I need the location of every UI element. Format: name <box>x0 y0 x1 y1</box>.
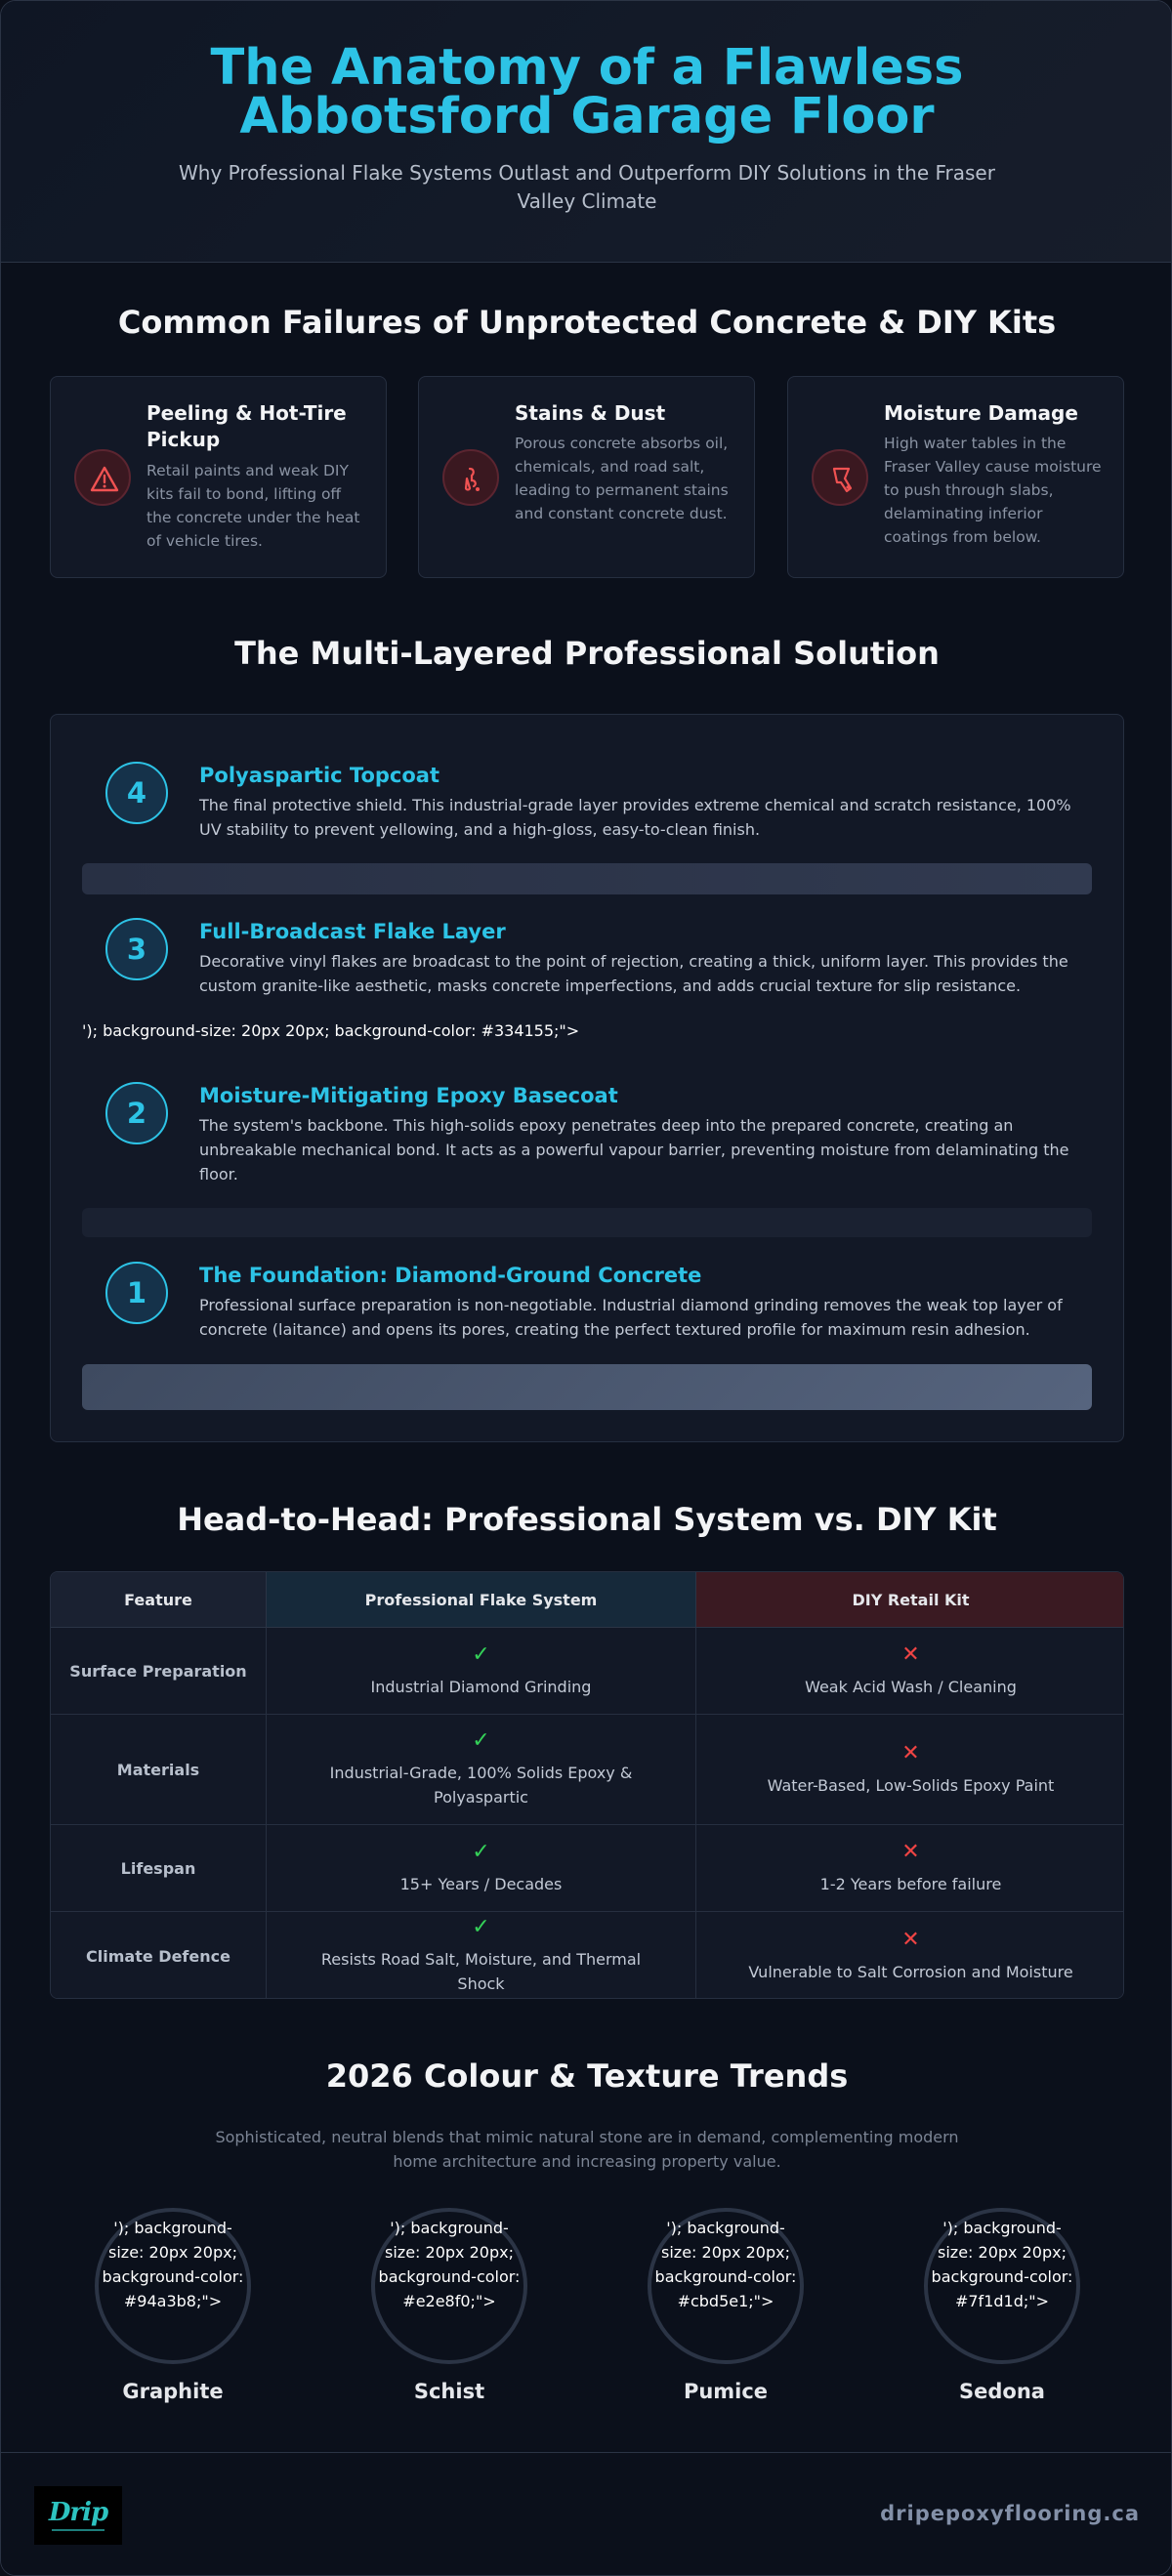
failure-title: Peeling & Hot-Tire Pickup <box>146 401 347 451</box>
layer-text: Professional surface preparation is non-negotiable. Industrial diamond grinding removes the weak top layer of concrete (laitance) and opens its pores, creating the perfect textured profile for maximum resin adhesion. <box>199 1296 1063 1339</box>
hero-header <box>1 1 1172 263</box>
professional-cell: ✓ 15+ Years / Decades <box>267 1825 696 1911</box>
diy-cell: ✕ 1-2 Years before failure <box>819 1839 1002 1893</box>
layer-text: The system's backbone. This high-solids epoxy penetrates deep into the prepared concrete, creating an unbreakable mechanical bond. It acts as a powerful vapour barrier, preventing moisture from delaminating the floor. <box>199 1116 1069 1184</box>
layers-heading: The Multi-Layered Professional Solution <box>234 635 940 672</box>
brand-logo: Drip <box>34 2486 122 2545</box>
concrete-layer-band <box>82 1364 1092 1410</box>
diy-cell: ✕ Vulnerable to Salt Corrosion and Moisture <box>748 1927 1073 1981</box>
check-icon: ✓ <box>472 1839 490 1864</box>
check-icon: ✓ <box>472 1915 490 1939</box>
failures-heading: Common Failures of Unprotected Concrete & DIY Kits <box>117 304 1057 341</box>
layer-title: Polyaspartic Topcoat <box>199 764 440 787</box>
column-header-professional: Professional Flake System <box>267 1572 696 1628</box>
swatch-sedona <box>924 2208 1080 2364</box>
basecoat-layer-band <box>82 1208 1092 1237</box>
spill-icon <box>442 449 499 506</box>
failure-title: Moisture Damage <box>884 401 1078 425</box>
table-row <box>51 1628 1124 1715</box>
failure-text: Retail paints and weak DIY kits fail to bond, lifting off the concrete under the heat of vehicle tires. <box>146 462 360 550</box>
row-feature: Climate Defence <box>51 1912 267 1999</box>
row-feature: Surface Preparation <box>51 1628 267 1714</box>
topcoat-layer-band <box>82 863 1092 894</box>
check-icon: ✓ <box>472 1728 490 1753</box>
swatch-graphite <box>95 2208 251 2364</box>
layer-number: 4 <box>105 762 168 824</box>
layer-stack <box>50 714 1124 1442</box>
swatch-text: '); background-size: 20px 20px; background-color: #94a3b8;"> <box>102 2219 244 2310</box>
table-row <box>51 1715 1124 1825</box>
failure-text: High water tables in the Fraser Valley cause moisture to push through slabs, delaminating inferior coatings from below. <box>884 435 1102 546</box>
layer-title: The Foundation: Diamond-Ground Concrete <box>199 1264 702 1287</box>
warning-triangle-icon <box>74 449 131 506</box>
comparison-heading: Head-to-Head: Professional System vs. DIY Kit <box>177 1501 997 1538</box>
trends-subtitle: Sophisticated, neutral blends that mimic natural stone are in demand, complementing modern home architecture and increasing property value. <box>215 2128 959 2171</box>
cross-icon: ✕ <box>901 1740 920 1766</box>
swatch-schist <box>371 2208 527 2364</box>
layer-title: Full-Broadcast Flake Layer <box>199 920 506 943</box>
swatch-text: '); background-size: 20px 20px; background-color: #7f1d1d;"> <box>931 2219 1073 2310</box>
cross-icon: ✕ <box>901 1641 920 1667</box>
layer-title: Moisture-Mitigating Epoxy Basecoat <box>199 1084 618 1107</box>
swatch-label: Schist <box>413 2380 485 2403</box>
website-link[interactable]: dripepoxyflooring.ca <box>880 2502 1140 2525</box>
cross-icon: ✕ <box>901 1927 920 1952</box>
table-row <box>51 1825 1124 1912</box>
swatch-label: Graphite <box>122 2380 224 2403</box>
failure-title: Stains & Dust <box>515 401 666 425</box>
professional-cell: ✓ Resists Road Salt, Moisture, and Thermal Shock <box>267 1912 696 1999</box>
cross-icon: ✕ <box>901 1839 920 1864</box>
professional-cell: ✓ Industrial Diamond Grinding <box>267 1628 696 1714</box>
row-feature: Lifespan <box>51 1825 267 1911</box>
diy-cell: ✕ Weak Acid Wash / Cleaning <box>805 1641 1017 1696</box>
layer-text: Decorative vinyl flakes are broadcast to the point of rejection, creating a thick, uniform layer. This provides the custom granite-like aesthetic, masks concrete imperfections, and adds crucial texture for slip resistance. <box>199 952 1068 995</box>
layer-number: 2 <box>105 1082 168 1144</box>
failure-text: Porous concrete absorbs oil, chemicals, and road salt, leading to permanent stains and constant concrete dust. <box>515 435 729 522</box>
water-damage-icon <box>812 449 868 506</box>
flake-layer-band-text: '); background-size: 20px 20px; background-color: #334155;"> <box>82 1021 580 1040</box>
comparison-table <box>50 1571 1124 1999</box>
footer <box>1 2452 1172 2576</box>
failure-card-peeling <box>50 376 387 578</box>
professional-cell: ✓ Industrial-Grade, 100% Solids Epoxy & Polyaspartic <box>267 1715 696 1824</box>
layer-number: 3 <box>105 918 168 980</box>
diy-cell: ✕ Water-Based, Low-Solids Epoxy Paint <box>767 1740 1055 1795</box>
layer-text: The final protective shield. This industrial-grade layer provides extreme chemical and scratch resistance, 100% UV stability to prevent yellowing, and a high-gloss, easy-to-clean finish. <box>199 796 1071 839</box>
table-row <box>51 1912 1124 1999</box>
swatch-text: '); background-size: 20px 20px; background-color: #cbd5e1;"> <box>654 2219 797 2310</box>
swatch-label: Sedona <box>959 2380 1045 2403</box>
swatch-pumice <box>648 2208 804 2364</box>
swatch-label: Pumice <box>683 2380 769 2403</box>
page-title: The Anatomy of a Flawless Abbotsford Garage Floor <box>210 39 964 145</box>
check-icon: ✓ <box>472 1641 490 1667</box>
column-header-diy: DIY Retail Kit <box>696 1572 1124 1628</box>
column-header-feature: Feature <box>51 1572 267 1628</box>
trends-heading: 2026 Colour & Texture Trends <box>325 2057 849 2095</box>
page-subtitle: Why Professional Flake Systems Outlast and Outperform DIY Solutions in the Fraser Valley Climate <box>179 161 995 213</box>
layer-number: 1 <box>105 1262 168 1324</box>
failure-card-stains <box>418 376 755 578</box>
swatch-text: '); background-size: 20px 20px; background-color: #e2e8f0;"> <box>378 2219 521 2310</box>
failure-card-moisture <box>787 376 1124 578</box>
row-feature: Materials <box>51 1715 267 1824</box>
